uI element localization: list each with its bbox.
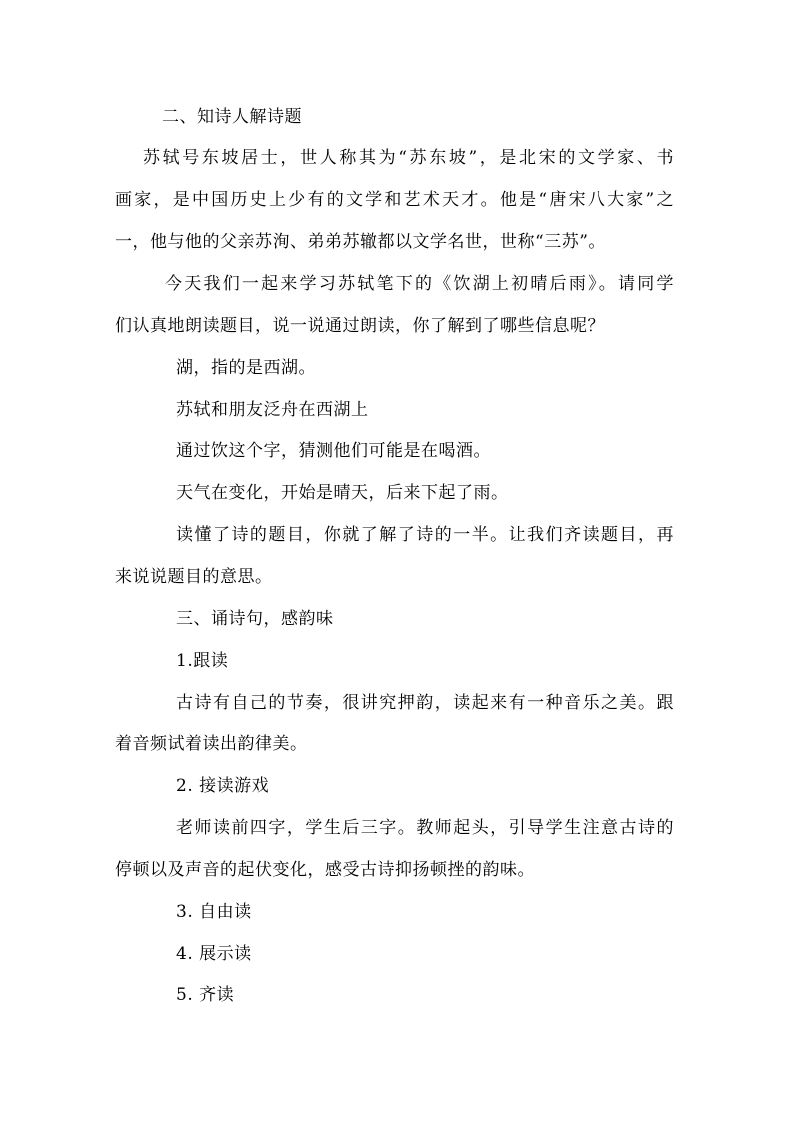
paragraph-line: 读懂了诗的题目，你就了解了诗的一半。让我们齐读题目，再 bbox=[176, 525, 674, 545]
list-item: 天气在变化，开始是晴天，后来下起了雨。 bbox=[176, 483, 509, 503]
paragraph-line: 一，他与他的父亲苏洵、弟弟苏辙都以文学名世，世称“三苏”。 bbox=[115, 232, 606, 252]
paragraph-line: 们认真地朗读题目，说一说通过朗读，你了解到了哪些信息呢？ bbox=[115, 316, 605, 336]
paragraph-line: 画家，是中国历史上少有的文学和艺术天才。他是“唐宋八大家”之 bbox=[115, 190, 674, 210]
section-heading-2: 二、知诗人解诗题 bbox=[162, 107, 302, 127]
section-heading-3: 三、诵诗句，感韵味 bbox=[176, 609, 334, 629]
list-item: 湖，指的是西湖。 bbox=[176, 358, 316, 378]
item-title: 3. 自由读 bbox=[176, 902, 252, 922]
paragraph-line: 今天我们一起来学习苏轼笔下的《饮湖上初晴后雨》。请同学 bbox=[165, 274, 674, 294]
item-title: 4. 展示读 bbox=[176, 944, 252, 964]
paragraph-line: 着音频试着读出韵律美。 bbox=[115, 734, 308, 754]
item-title: 2. 接读游戏 bbox=[176, 776, 270, 796]
paragraph-line: 停顿以及声音的起伏变化，感受古诗抑扬顿挫的韵味。 bbox=[115, 860, 535, 880]
item-title: 5. 齐读 bbox=[176, 985, 235, 1005]
paragraph-line: 苏轼号东坡居士，世人称其为“苏东坡”，是北宋的文学家、书 bbox=[143, 148, 674, 168]
item-title: 1.跟读 bbox=[176, 651, 229, 671]
list-item: 苏轼和朋友泛舟在西湖上 bbox=[176, 400, 369, 420]
paragraph-line: 来说说题目的意思。 bbox=[115, 567, 273, 587]
paragraph-line: 老师读前四字，学生后三字。教师起头，引导学生注意古诗的 bbox=[176, 818, 674, 838]
list-item: 通过饮这个字，猜测他们可能是在喝酒。 bbox=[176, 441, 491, 461]
paragraph-line: 古诗有自己的节奏，很讲究押韵，读起来有一种音乐之美。跟 bbox=[176, 693, 674, 713]
